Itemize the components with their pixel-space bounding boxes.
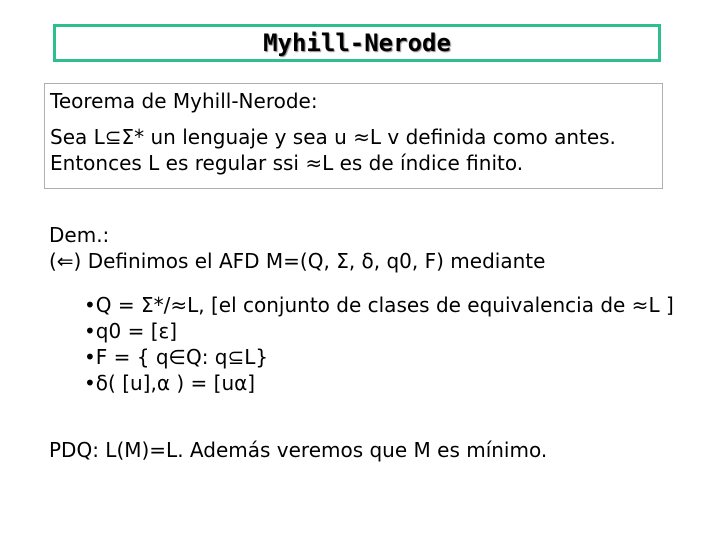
theorem-box	[44, 83, 663, 189]
proof-section	[49, 222, 545, 274]
bullet-initial-state: •q0 = [ε]	[84, 319, 178, 343]
title-box	[53, 24, 661, 62]
theorem-heading: Teorema de Myhill-Nerode:	[50, 89, 318, 113]
theorem-line-2: Entonces L es regular ssi ≈L es de índice finito.	[50, 151, 524, 175]
theorem-line-1: Sea L⊆Σ* un lenguaje y sea u ≈L v definida como antes.	[50, 125, 616, 149]
footer-note: PDQ: L(M)=L. Además veremos que M es mínimo.	[49, 438, 548, 462]
bullet-transition: •δ( [u],α ) = [uα]	[84, 371, 256, 395]
proof-intro: (⇐) Definimos el AFD M=(Q, Σ, δ, q0, F) mediante	[49, 249, 546, 273]
slide-title: Myhill-Nerode	[263, 29, 451, 57]
definition-list	[84, 292, 674, 396]
bullet-states: •Q = Σ*/≈L, [el conjunto de clases de equivalencia de ≈L ]	[84, 293, 674, 317]
bullet-final-states: •F = { q∈Q: q⊆L}	[84, 345, 269, 369]
proof-label: Dem.:	[49, 223, 110, 247]
